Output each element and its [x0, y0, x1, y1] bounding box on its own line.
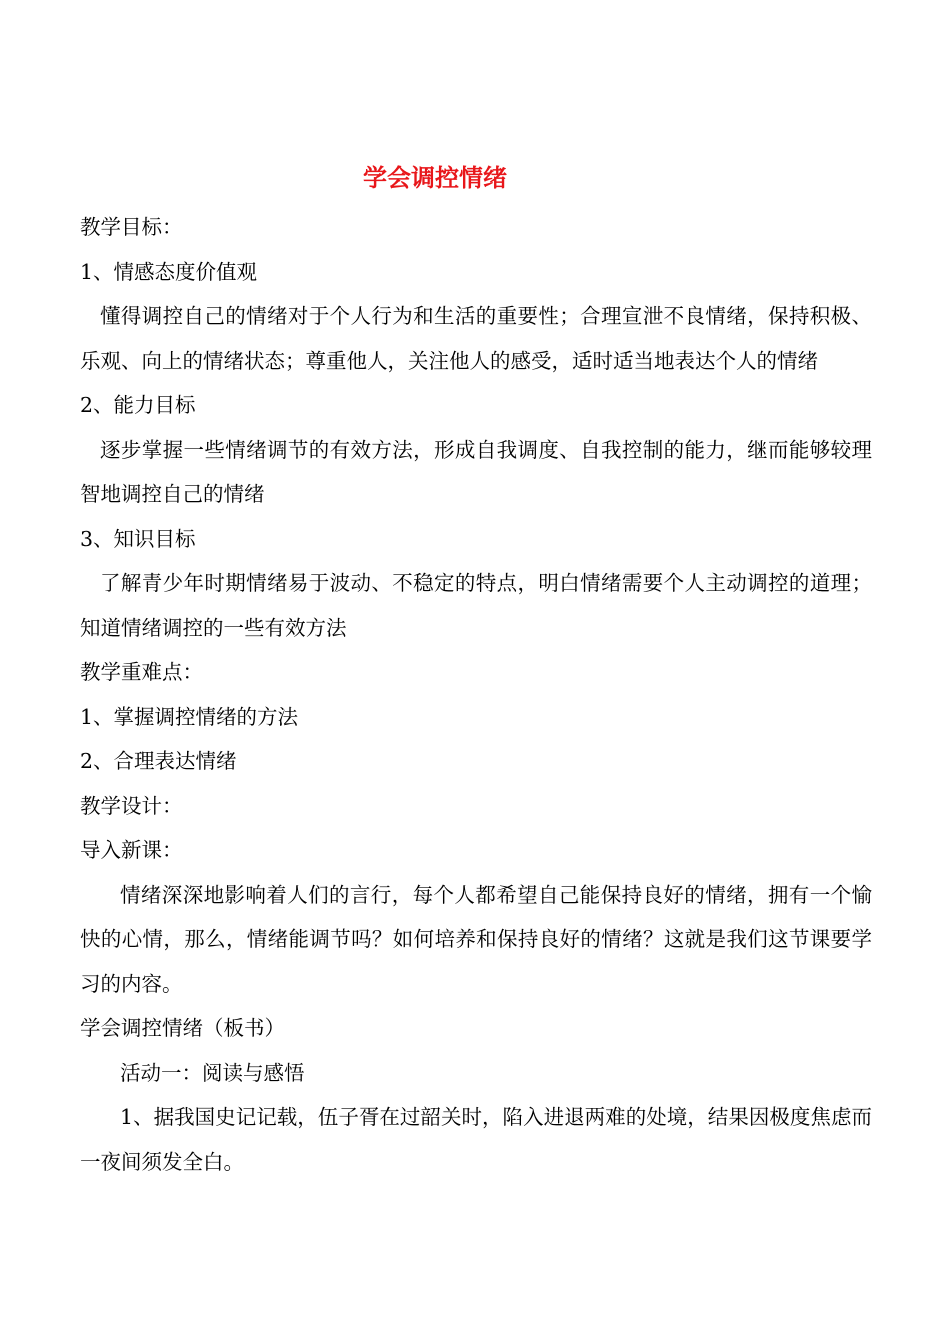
- list-item-difficulty-2: 2、合理表达情绪: [80, 749, 237, 773]
- paragraph-knowledge-goals: 了解青少年时期情绪易于波动、不稳定的特点，明白情绪需要个人主动调控的道理；知道情绪调控的一些有效方法: [80, 571, 872, 640]
- paragraph-ability-goals: 逐步掌握一些情绪调节的有效方法，形成自我调度、自我控制的能力，继而能够较理智地调控自己的情绪: [80, 437, 872, 506]
- document-title: 学会调控情绪: [363, 164, 507, 192]
- heading-teaching-design: 教学设计：: [80, 793, 183, 818]
- board-writing-title: 学会调控情绪（板书）: [80, 1016, 285, 1040]
- paragraph-activity-one-item-1: 1、据我国史记记载，伍子胥在过韶关时，陷入进退两难的处境，结果因极度焦虑而一夜间须发全白。: [80, 1105, 872, 1174]
- list-item-difficulty-1: 1、掌握调控情绪的方法: [80, 704, 299, 729]
- subheading-ability-goals: 2、能力目标: [80, 393, 196, 417]
- heading-key-difficulties: 教学重难点：: [80, 660, 203, 684]
- heading-introduction: 导入新课：: [80, 838, 183, 862]
- activity-one-heading: 活动一：阅读与感悟: [120, 1060, 305, 1085]
- heading-teaching-goals: 教学目标：: [80, 215, 183, 239]
- document-body: [80, 205, 872, 1184]
- subheading-attitude-values: 1、情感态度价值观: [80, 259, 258, 284]
- subheading-knowledge-goals: 3、知识目标: [80, 526, 196, 551]
- paragraph-introduction: 情绪深深地影响着人们的言行，每个人都希望自己能保持良好的情绪，拥有一个愉快的心情，那么，情绪能调节吗？如何培养和保持良好的情绪？这就是我们这节课要学习的内容。: [80, 882, 872, 996]
- paragraph-attitude-values: 懂得调控自己的情绪对于个人行为和生活的重要性；合理宣泄不良情绪，保持积极、乐观、向上的情绪状态；尊重他人，关注他人的感受，适时适当地表达个人的情绪: [80, 304, 872, 373]
